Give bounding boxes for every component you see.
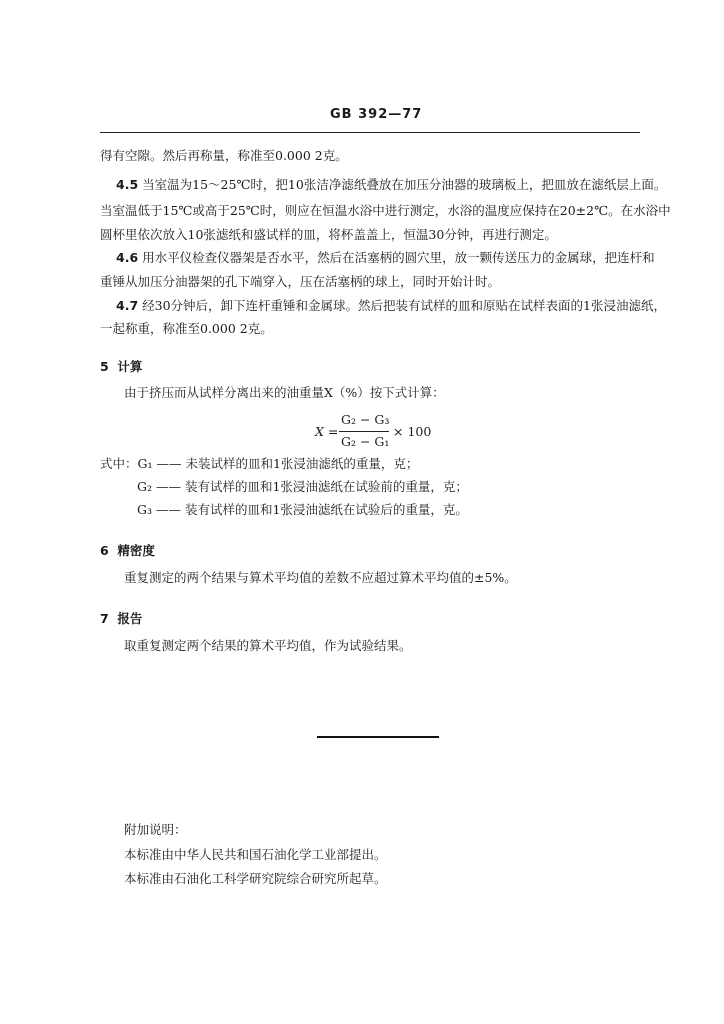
where-label: 式中： bbox=[100, 456, 138, 471]
formula-lhs: X = bbox=[315, 424, 339, 439]
formula-numerator: G₂ − G₃ bbox=[341, 412, 390, 427]
clause-4-7 bbox=[116, 298, 666, 314]
clause-number: 4.6 bbox=[116, 250, 139, 265]
end-separator-line bbox=[317, 736, 439, 738]
section-7-heading bbox=[100, 609, 142, 627]
clause-number: 4.7 bbox=[116, 298, 139, 313]
variable-g3: G₃ —— 装有试样的皿和1张浸油滤纸在试验后的重量，克。 bbox=[137, 502, 468, 517]
section-6-heading bbox=[100, 541, 155, 559]
section-title: 计算 bbox=[117, 359, 143, 374]
section-5-heading bbox=[100, 357, 142, 375]
clause-4-5 bbox=[116, 177, 666, 193]
formula-intro: 由于挤压而从试样分离出来的油重量X（%）按下式计算： bbox=[124, 385, 445, 400]
section-number: 6 bbox=[100, 543, 109, 558]
calculation-formula bbox=[315, 412, 432, 452]
section-title: 报告 bbox=[117, 611, 143, 626]
clause-number: 4.5 bbox=[116, 177, 139, 192]
section-6-text: 重复测定的两个结果与算术平均值的差数不应超过算术平均值的±5%。 bbox=[124, 570, 517, 585]
clause-4-5-line-3: 圆杯里依次放入10张滤纸和盛试样的皿，将杯盖盖上，恒温30分钟，再进行测定。 bbox=[100, 227, 557, 242]
body-line-continuation: 得有空隙。然后再称量，称准至0.000 2克。 bbox=[100, 148, 348, 163]
variable-definition: G₁ —— 未装试样的皿和1张浸油滤纸的重量，克； bbox=[137, 456, 419, 471]
variable-g1 bbox=[100, 456, 418, 472]
fraction-bar bbox=[339, 431, 389, 432]
clause-text: 经30分钟后，卸下连杆重锤和金属球。然后把装有试样的皿和原贴在试样表面的1张浸油滤纸， bbox=[142, 298, 667, 313]
additional-notes-line-2: 本标准由石油化工科学研究院综合研究所起草。 bbox=[124, 871, 387, 886]
section-number: 7 bbox=[100, 611, 109, 626]
formula-multiplier: × 100 bbox=[393, 424, 432, 439]
header-rule bbox=[100, 132, 640, 133]
variable-g2: G₂ —— 装有试样的皿和1张浸油滤纸在试验前的重量，克； bbox=[137, 479, 468, 494]
clause-text: 当室温为15～25℃时，把10张洁净滤纸叠放在加压分油器的玻璃板上，把皿放在滤纸层上面。 bbox=[142, 177, 667, 192]
additional-notes-line-1: 本标准由中华人民共和国石油化学工业部提出。 bbox=[124, 847, 387, 862]
section-title: 精密度 bbox=[117, 543, 155, 558]
clause-text: 用水平仪检查仪器架是否水平，然后在活塞柄的圆穴里，放一颗传送压力的金属球，把连杆和 bbox=[142, 250, 655, 265]
section-number: 5 bbox=[100, 359, 109, 374]
section-7-text: 取重复测定两个结果的算术平均值，作为试验结果。 bbox=[124, 638, 412, 653]
formula-denominator: G₂ − G₁ bbox=[341, 434, 390, 449]
clause-4-7-line-2: 一起称重，称准至0.000 2克。 bbox=[100, 321, 273, 336]
standard-code-header: GB 392—77 bbox=[330, 107, 423, 122]
clause-4-5-line-2: 当室温低于15℃或高于25℃时，则应在恒温水浴中进行测定，水浴的温度应保持在20±2℃。在水浴中 bbox=[100, 203, 671, 218]
additional-notes-label: 附加说明： bbox=[124, 822, 187, 837]
clause-4-6 bbox=[116, 250, 655, 266]
clause-4-6-line-2: 重锤从加压分油器架的孔下端穿入，压在活塞柄的球上，同时开始计时。 bbox=[100, 274, 501, 289]
